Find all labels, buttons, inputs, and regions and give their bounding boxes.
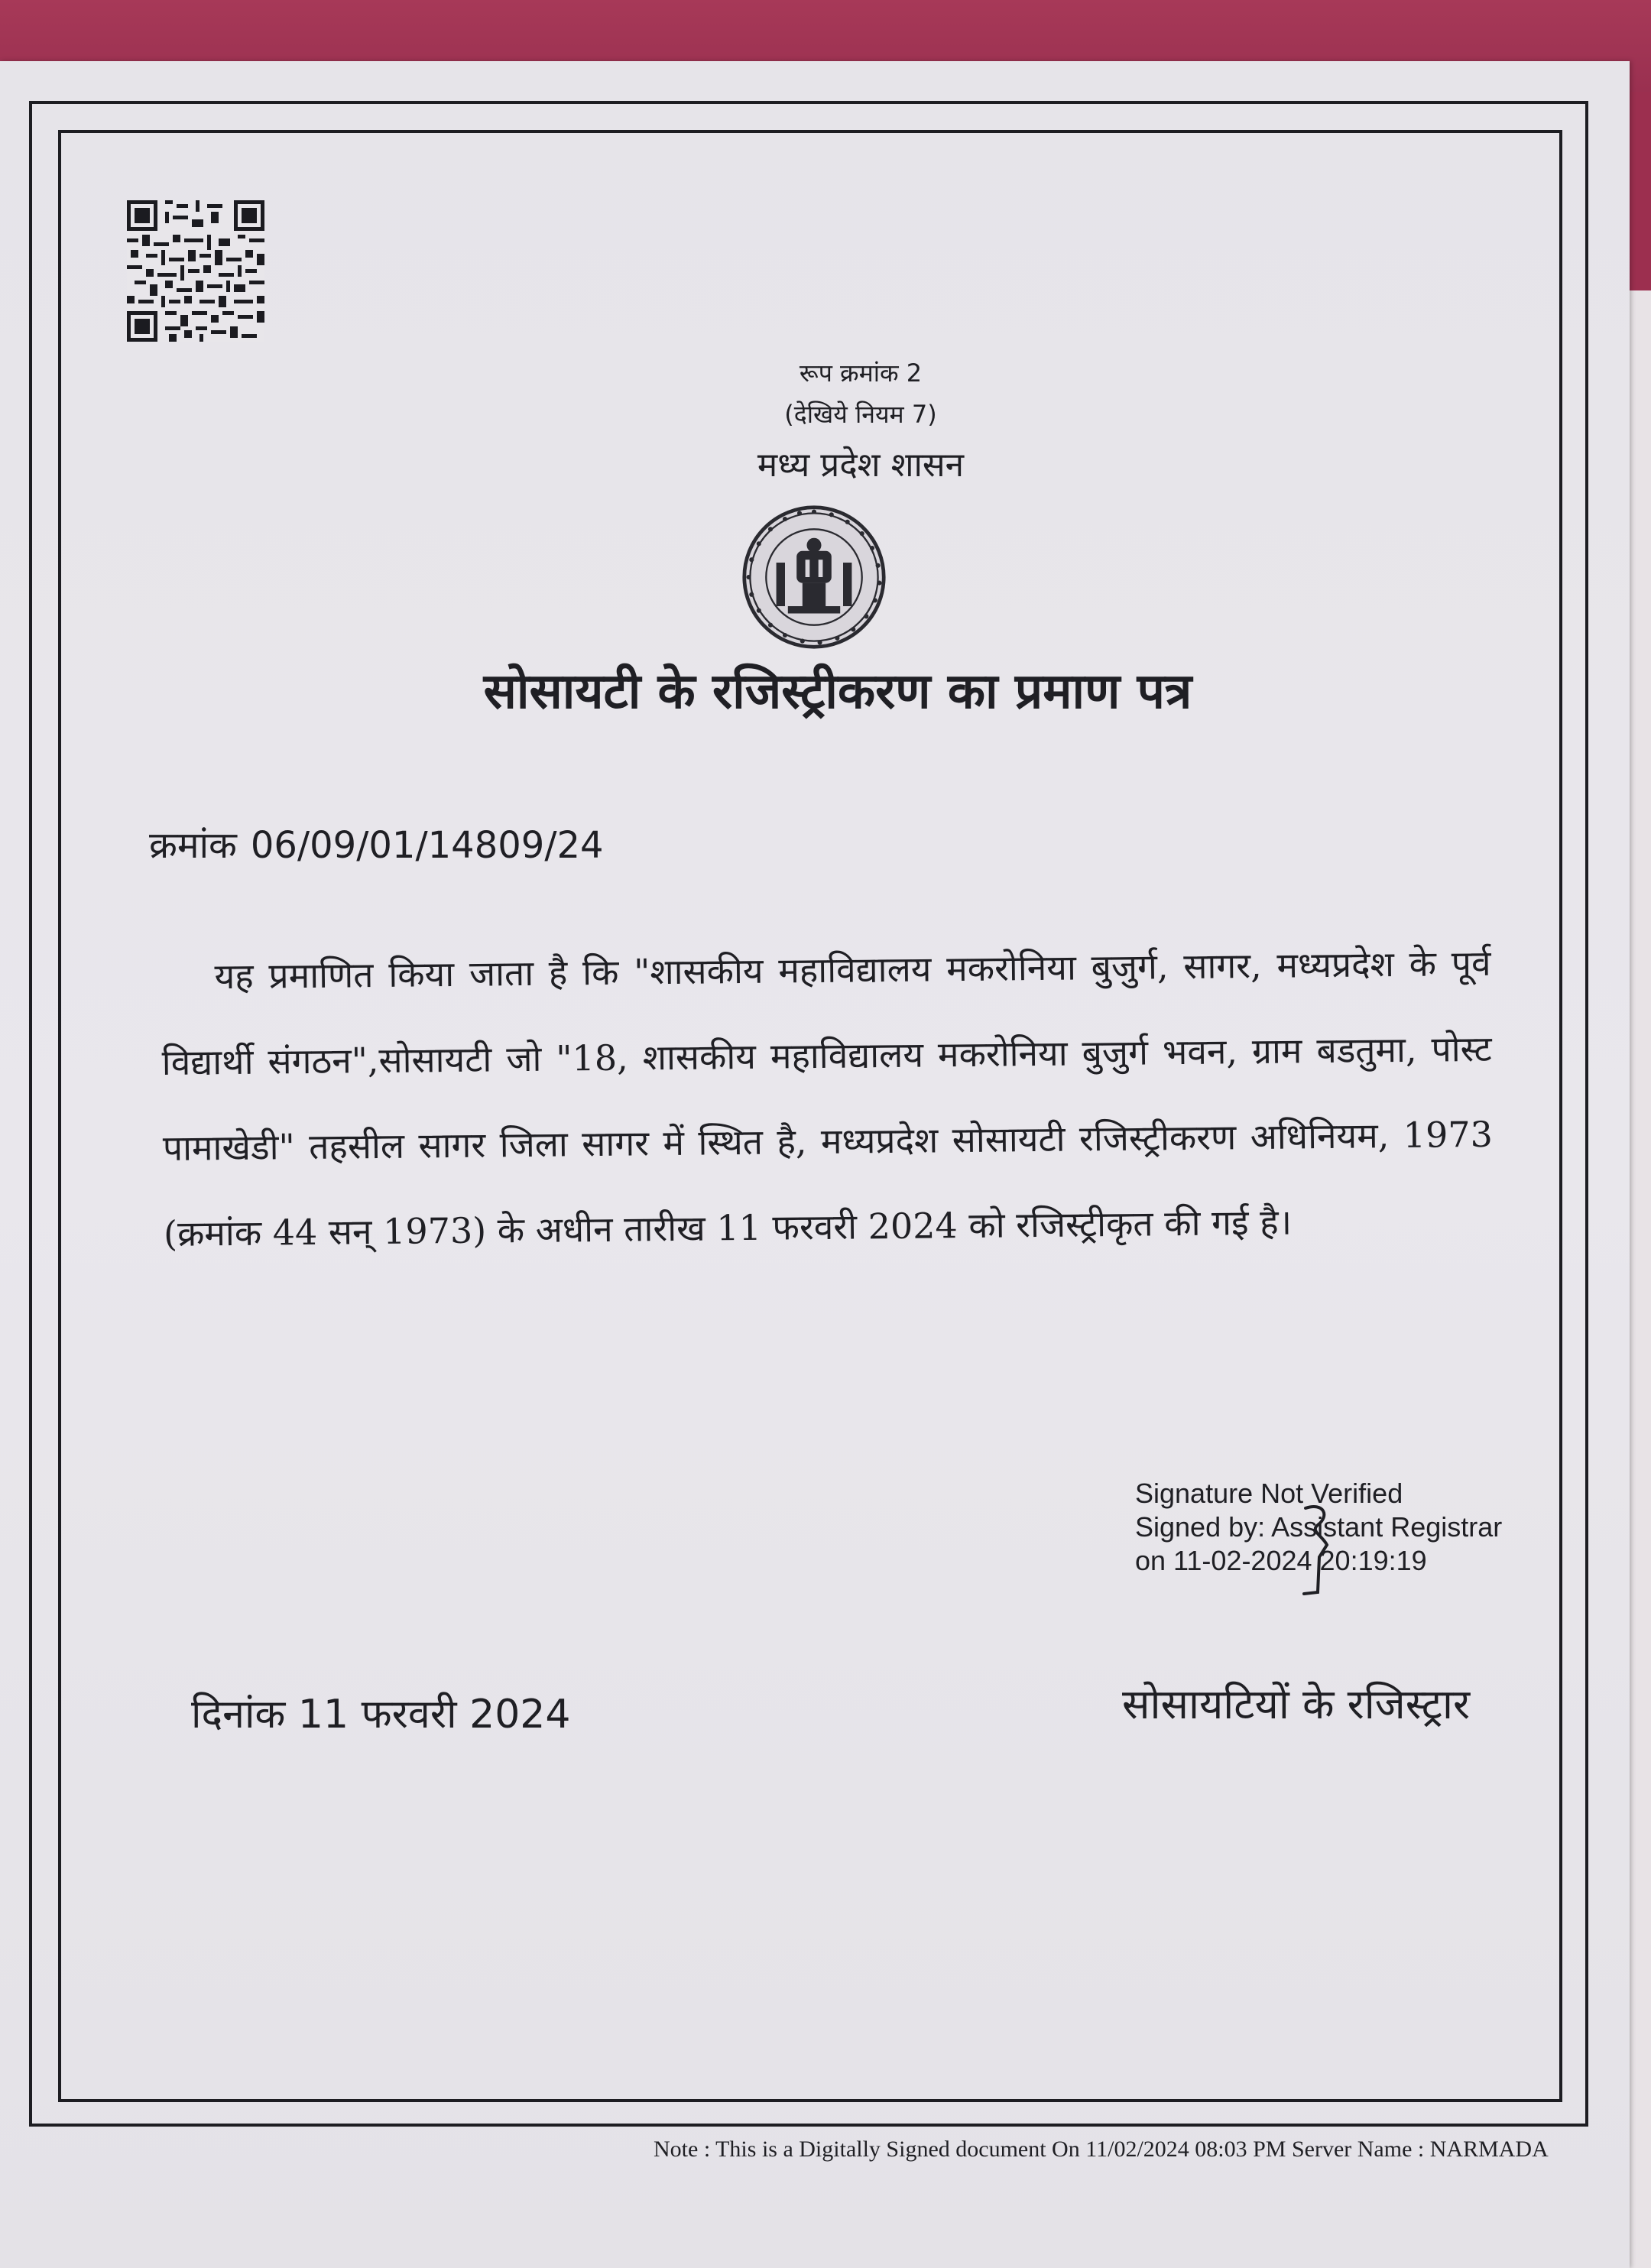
serial-number-line [149, 819, 604, 869]
signature-signer: Signed by: Assistant Registrar [1135, 1511, 1503, 1543]
signature-timestamp: on 11-02-2024 20:19:19 [1135, 1545, 1427, 1576]
signature-check-mark-icon [1284, 1502, 1353, 1601]
qr-code-icon [127, 200, 264, 342]
signature-status: Signature Not Verified [1135, 1478, 1403, 1509]
issue-date: दिनांक 11 फरवरी 2024 [191, 1692, 571, 1738]
serial-label: क्रमांक [149, 824, 237, 867]
serial-number: 06/09/01/14809/24 [250, 824, 604, 867]
certificate-title: सोसायटी के रजिस्ट्रीकरण का प्रमाण पत्र [483, 663, 1192, 720]
form-number: रूप क्रमांक 2 [799, 359, 923, 388]
digital-signature-note: Note : This is a Digitally Signed document On 11/02/2024 08:03 PM Server Name : NARMADA [654, 2137, 1549, 2162]
state-emblem-seal-icon [741, 505, 887, 650]
registrar-designation: सोसायटियों के रजिस्ट्रार [1122, 1680, 1471, 1728]
rule-reference: (देखिये नियम 7) [784, 400, 937, 429]
certificate-body: यह प्रमाणित किया जाता है कि "शासकीय महाविद्यालय मकरोनिया बुजुर्ग, सागर, मध्यप्रदेश के पूर्व विद्यार्थी संगठन",सोसायटी जो "18, शासकीय महाविद्यालय मकरोनिया बुजुर्ग भवन, ग्राम बडतुमा, पोस्ट पामाखेडी" तहसील सागर जिला सागर में स्थित है, मध्यप्रदेश सोसायटी रजिस्ट्रीकरण अधिनियम, 1973 (क्रमांक 44 सन् 1973) के अधीन तारीख 11 फरवरी 2024 को रजिस्ट्रीकृत की गई है। [161, 942, 1494, 1254]
underlying-paper [1628, 290, 1651, 2268]
government-heading: मध्य प्रदेश शासन [757, 446, 965, 485]
